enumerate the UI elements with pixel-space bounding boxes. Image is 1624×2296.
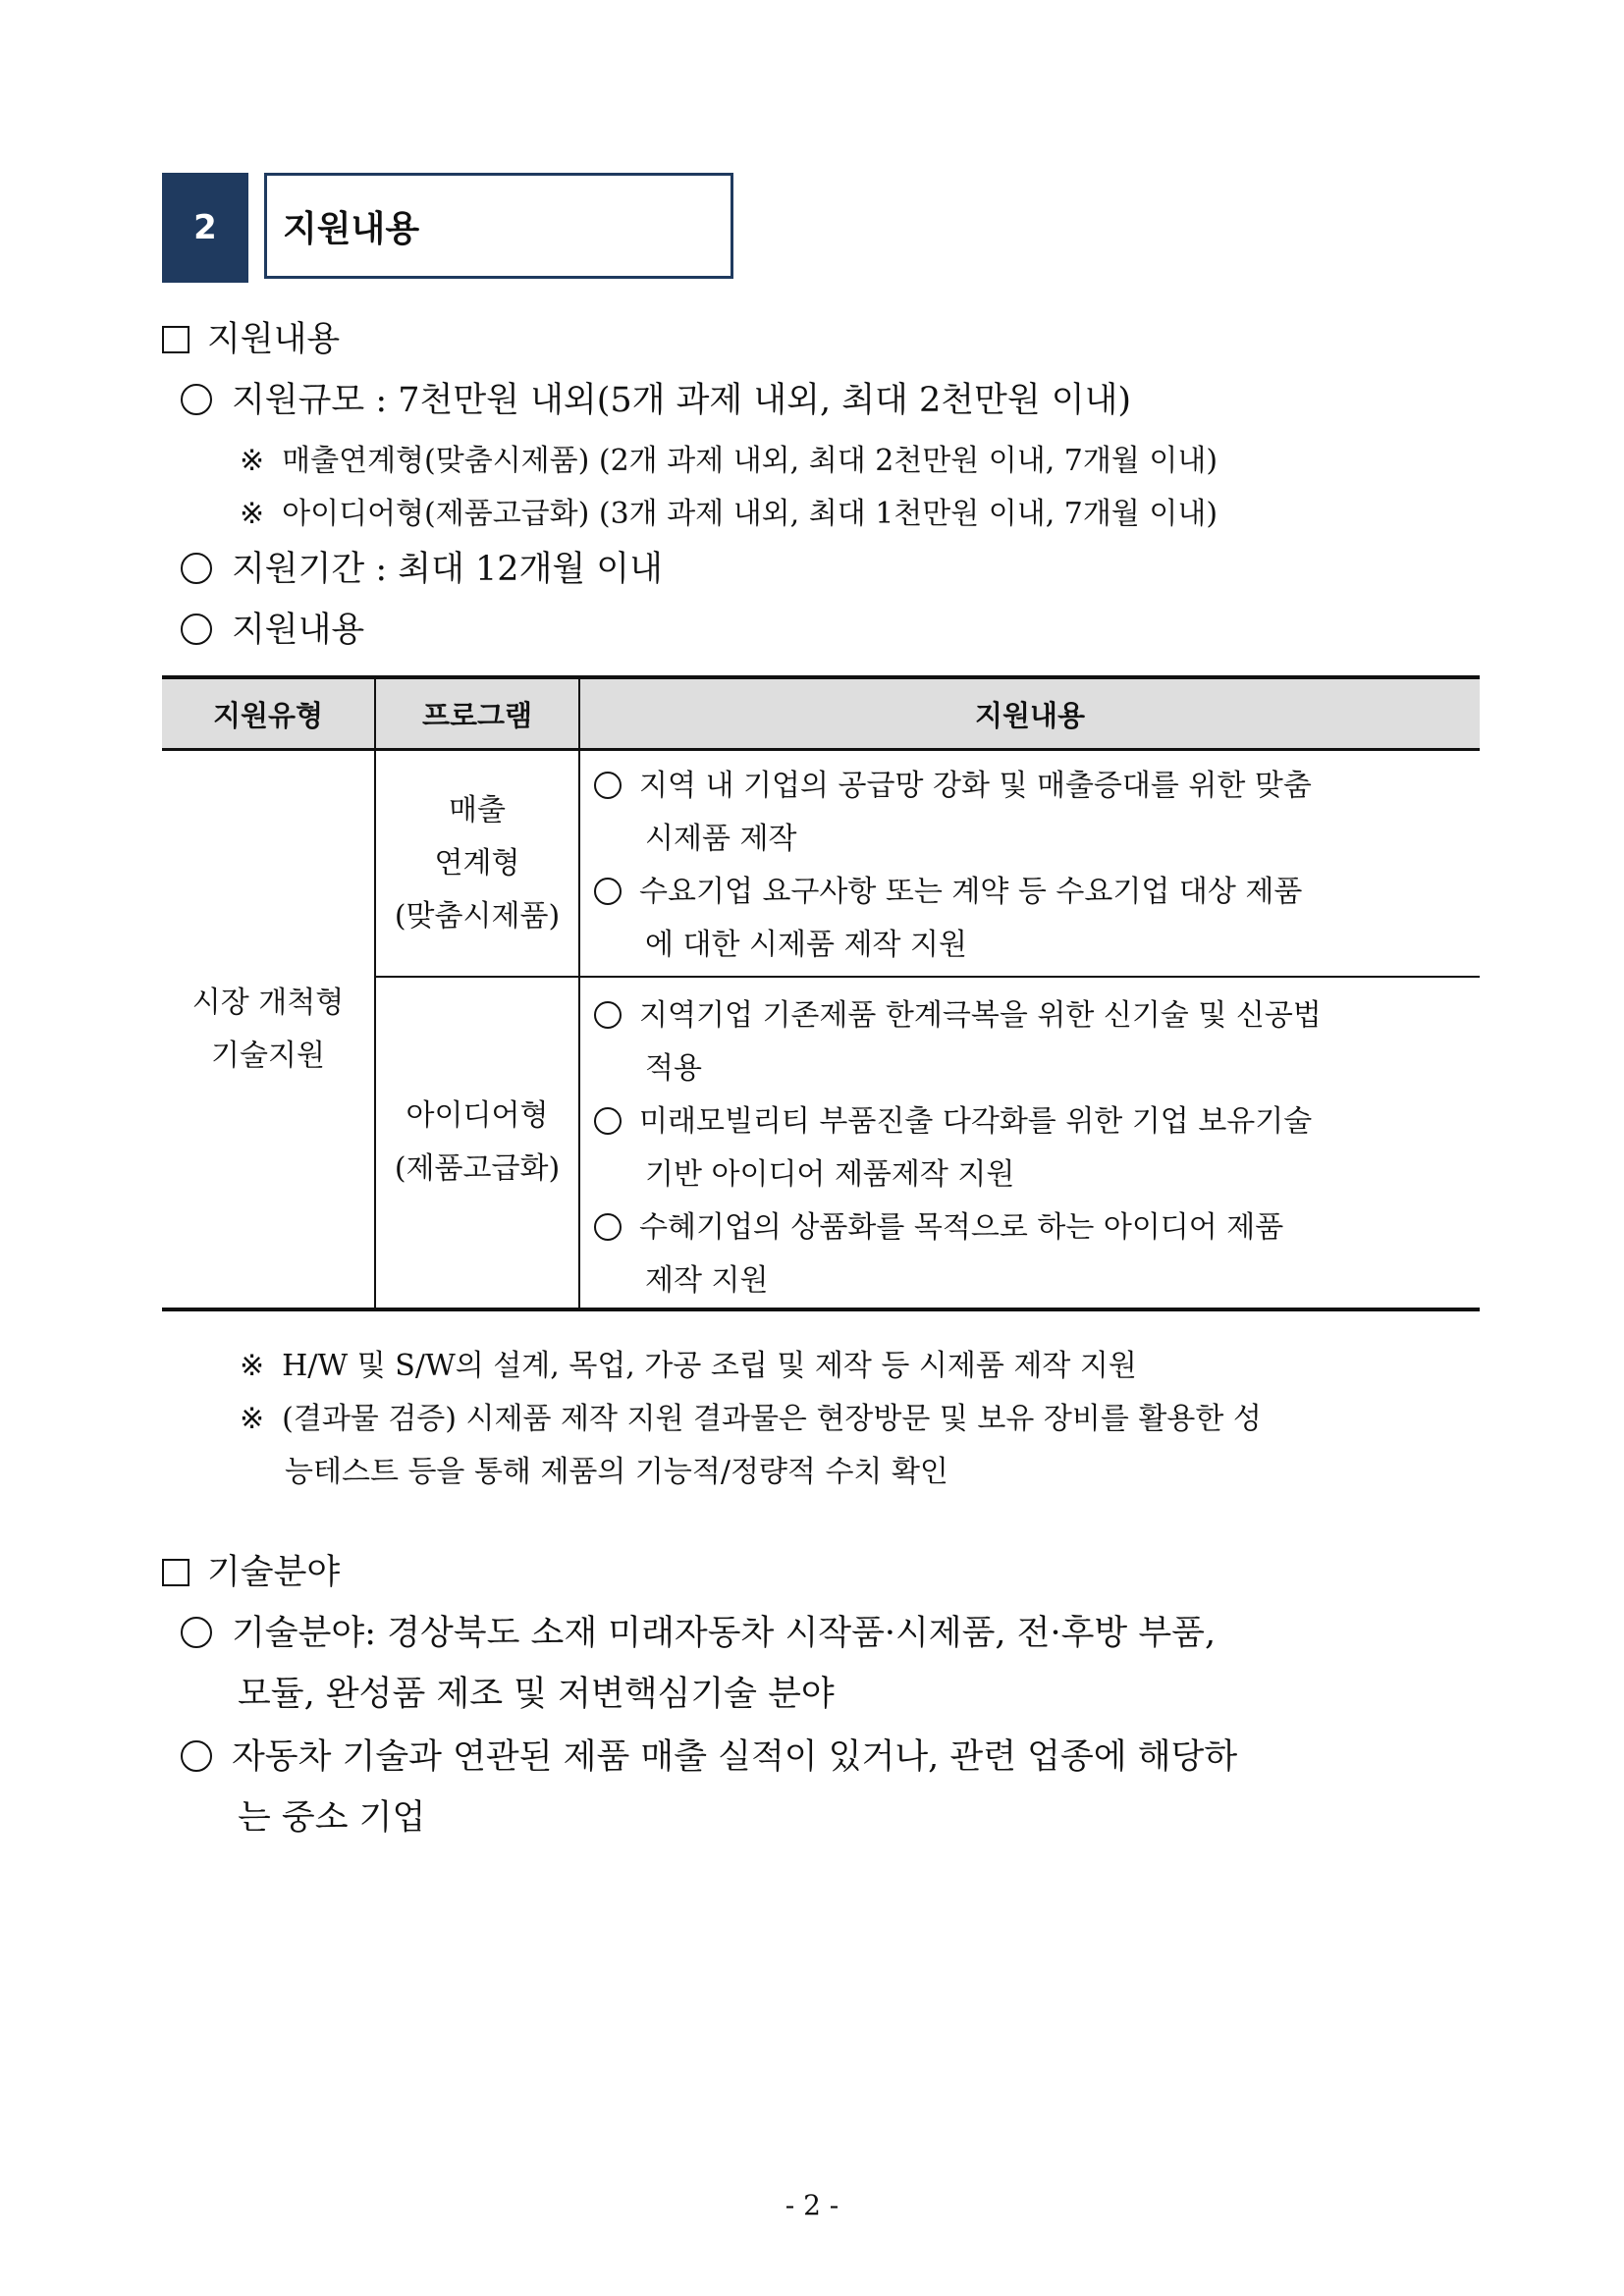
circle-bullet-icon — [594, 772, 622, 799]
support-scale: 지원규모 : 7천만원 내외(5개 과제 내외, 최대 2천만원 이내) — [181, 373, 1131, 422]
tech-item: 기술분야: 경상북도 소재 미래자동차 시작품·시제품, 전·후방 부품, — [181, 1606, 1216, 1655]
square-bullet-icon — [162, 1559, 189, 1586]
tech-item-continuation: 는 중소 기업 — [238, 1798, 426, 1838]
header-type: 지원유형 — [212, 698, 324, 732]
section-title: 지원내용 — [283, 208, 420, 249]
table-bottom-border — [162, 1308, 1480, 1311]
tech-item-continuation: 모듈, 완성품 제조 및 저변핵심기술 분야 — [238, 1675, 835, 1714]
support-period: 지원기간 : 최대 12개월 이내 — [181, 542, 663, 591]
section-title-box — [264, 173, 733, 279]
support-content-label: 지원내용 — [181, 603, 364, 652]
circle-bullet-icon — [594, 1213, 622, 1241]
square-bullet-icon — [162, 326, 189, 353]
support-table — [162, 675, 1480, 1311]
table-item: 지역 내 기업의 공급망 강화 및 매출증대를 위한 맞춤 시제품 제작 — [594, 760, 1312, 866]
table-item: 수요기업 요구사항 또는 계약 등 수요기업 대상 제품 에 대한 시제품 제작 지원 — [594, 866, 1302, 972]
table-item: 지역기업 기존제품 한계극복을 위한 신기술 및 신공법 적용 — [594, 989, 1322, 1095]
circle-bullet-icon — [181, 1740, 212, 1772]
header-program: 프로그램 — [421, 698, 533, 732]
table-item: 미래모빌리티 부품진출 다각화를 위한 기업 보유기술 기반 아이디어 제품제작 지원 — [594, 1095, 1312, 1201]
page-number: - 2 - — [785, 2189, 839, 2221]
type-cell: 시장 개척형 기술지원 — [191, 985, 345, 1073]
header-content: 지원내용 — [974, 698, 1086, 732]
scale-note: ※ 아이디어형(제품고급화) (3개 과제 내외, 최대 1천만원 이내, 7개월 이내) — [240, 497, 1218, 531]
circle-bullet-icon — [594, 1001, 622, 1029]
column-divider — [578, 679, 580, 1308]
program-cell: 아이디어형 (제품고급화) — [394, 1098, 561, 1186]
circle-bullet-icon — [181, 384, 212, 415]
circle-bullet-icon — [594, 1107, 622, 1135]
table-note: ※ (결과물 검증) 시제품 제작 지원 결과물은 현장방문 및 보유 장비를 활용한 성 — [240, 1402, 1262, 1436]
tech-heading: 기술분야 — [162, 1545, 340, 1594]
table-note: ※ H/W 및 S/W의 설계, 목업, 가공 조립 및 제작 등 시제품 제작 지원 — [240, 1349, 1137, 1383]
support-heading: 지원내용 — [162, 312, 340, 361]
table-note-continuation: 능테스트 등을 통해 제품의 기능적/정량적 수치 확인 — [285, 1455, 948, 1489]
circle-bullet-icon — [181, 553, 212, 584]
program-cell: 매출 연계형 (맞춤시제품) — [394, 792, 561, 934]
circle-bullet-icon — [181, 614, 212, 645]
tech-item: 자동차 기술과 연관된 제품 매출 실적이 있거나, 관련 업종에 해당하 — [181, 1730, 1237, 1779]
scale-note: ※ 매출연계형(맞춤시제품) (2개 과제 내외, 최대 2천만원 이내, 7개월 이내) — [240, 444, 1218, 478]
table-item: 수혜기업의 상품화를 목적으로 하는 아이디어 제품 제작 지원 — [594, 1201, 1283, 1308]
section-number: 2 — [162, 173, 248, 283]
circle-bullet-icon — [594, 878, 622, 905]
circle-bullet-icon — [181, 1617, 212, 1648]
